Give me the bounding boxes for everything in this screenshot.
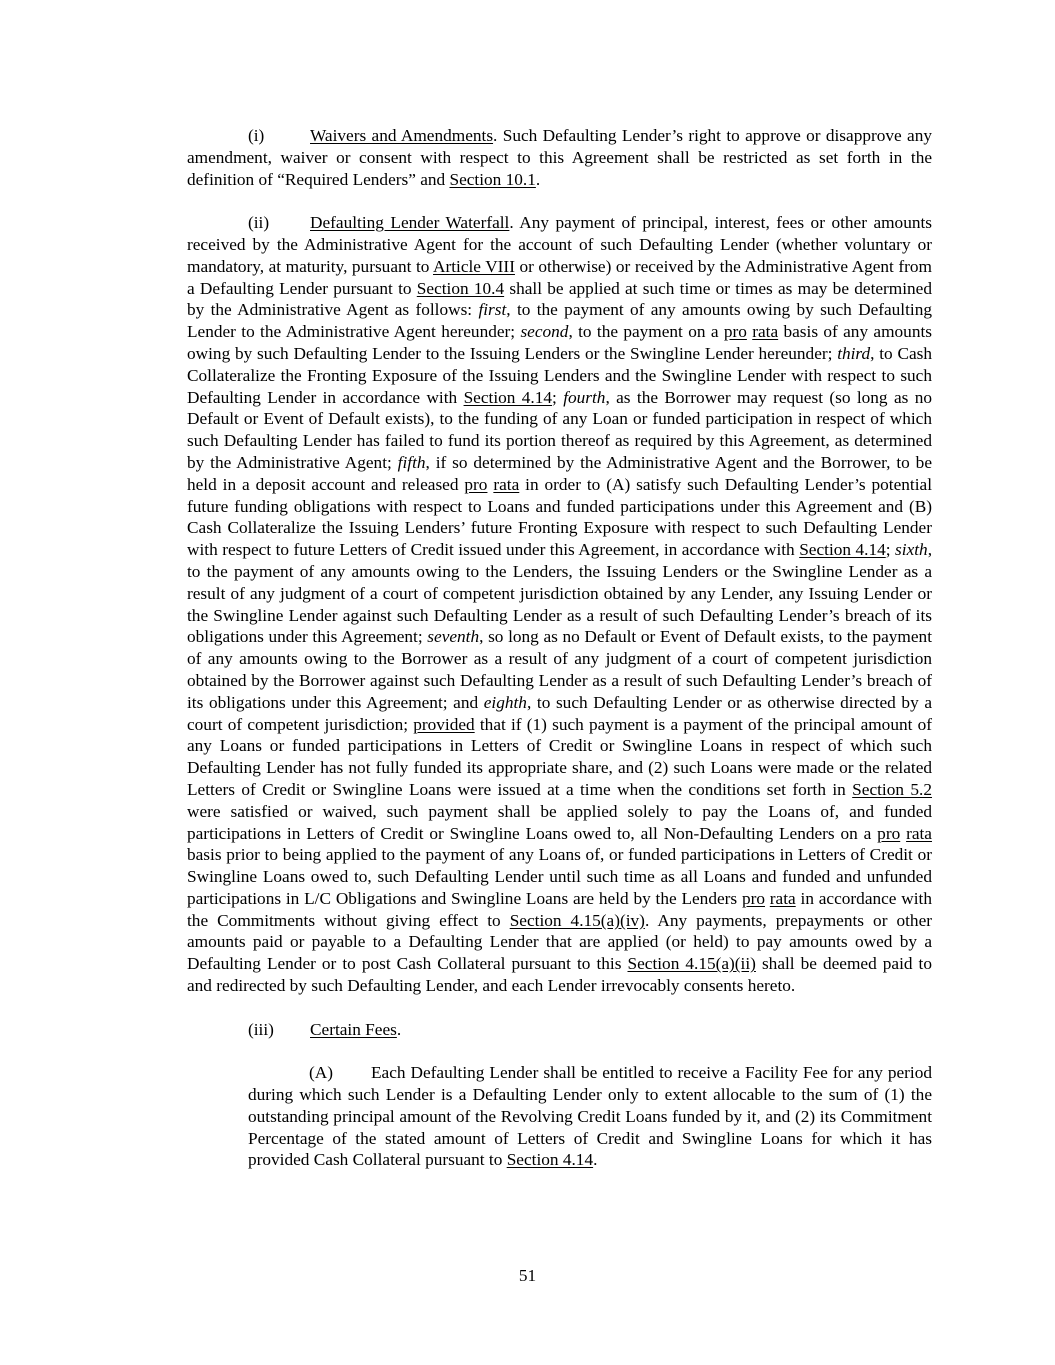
latin-term: pro (877, 823, 901, 843)
latin-term: rata (493, 474, 520, 494)
ordinal-term: fifth (397, 452, 426, 472)
section-reference: Section 5.2 (852, 779, 932, 799)
item-label-ii: (ii) (248, 213, 270, 233)
section-reference: Section 4.15(a)(iv) (509, 910, 645, 930)
section-reference: Section 10.4 (416, 278, 505, 298)
paragraph-waivers-amendments: (i) Waivers and Amendments. Such Defaulting Lender’s right to approve or disapprove any amendment, waiver or consent with respect to this Agreement shall be restricted as set forth in the definition of “Required Lenders” and Section 10.1. (187, 126, 932, 189)
paragraph-certain-fees: (iii) Certain Fees. (248, 1019, 402, 1039)
latin-term: rata (906, 823, 932, 843)
document-body (187, 125, 932, 1171)
ordinal-term: fourth (563, 387, 606, 407)
heading-defaulting-lender-waterfall: Defaulting Lender Waterfall (310, 213, 510, 233)
page-number: 51 (518, 1266, 537, 1285)
ordinal-term: seventh (427, 627, 480, 647)
item-label-i: (i) (248, 126, 265, 145)
ordinal-term: third (837, 343, 871, 363)
section-reference: Section 10.1 (449, 169, 536, 189)
ordinal-term: second (520, 322, 569, 342)
item-label-iii: (iii) (248, 1019, 274, 1039)
section-reference: Section 4.14 (799, 540, 886, 560)
paragraph-defaulting-lender-waterfall: (ii) Defaulting Lender Waterfall. Any payment of principal, interest, fees or other amounts received by the Administrative Agent for the account of such Defaulting Lender (whether voluntary or mandatory, at maturity, pursuant to Article VIII or otherwise) or received by the Administrative Agent from a Defaulting Lender pursuant to Section 10.4 shall be applied at such time or times as may be determined by the Administrative Agent as follows: first, to the payment of any amounts owing by such Defaulting Lender to the Administrative Agent hereunder; second, to the payment on a pro rata basis of any amounts owing by such Defaulting Lender to the Issuing Lenders or the Swingline Lender hereunder; third, to Cash Collateralize the Fronting Exposure of the Issuing Lenders and the Swingline Lender with respect to such Defaulting Lender in accordance with Section 4.14; fourth, as the Borrower may request (so long as no Default or Event of Default exists), to the funding of any Loan or funded participation in respect of which such Defaulting Lender has failed to fund its portion thereof as required by this Agreement, as determined by the Administrative Agent; fifth, if so determined by the Administrative Agent and the Borrower, to be held in a deposit account and released pro rata in order to (A) satisfy such Defaulting Lender’s potential future funding obligations with respect to Loans and funded participations under this Agreement and (B) Cash Collateralize the Issuing Lenders’ future Fronting Exposure with respect to such Defaulting Lender with respect to future Letters of Credit issued under this Agreement, in accordance with Section 4.14; sixth, to the payment of any amounts owing to the Lenders, the Issuing Lenders or the Swingline Lender as a result of any judgment of a court of competent jurisdiction obtained by any Lender, any Issuing Lender or the Swingline Lender against such Defaulting Lender as a result of such Defaulting Lender’s breach of its obligations under this Agreement; seventh, so long as no Default or Event of Default exists, to the payment of any amounts owing to the Borrower as a result of any judgment of a court of competent jurisdiction obtained by the Borrower against such Defaulting Lender as a result of such Defaulting Lender’s breach of its obligations under this Agreement; and eighth, to such Defaulting Lender or as otherwise directed by a court of competent jurisdiction; provided that if (1) such payment is a payment of the principal amount of any Loans or funded participations in Letters of Credit or Swingline Loans in respect of which such Defaulting Lender has not fully funded its appropriate share, and (2) such Loans were made or the related Letters of Credit or Swingline Loans were issued at a time when the conditions set forth in Section 5.2 were satisfied or waived, such payment shall be applied solely to pay the Loans of, and funded participations in Letters of Credit or Swingline Loans owed to, all Non-Defaulting Lenders on a pro rata basis prior to being applied to the payment of any Loans of, or funded participations in Letters of Credit or Swingline Loans owed to, such Defaulting Lender until such time as all Loans and funded and unfunded participations in L/C Obligations and Swingline Loans are held by the Lenders pro rata in accordance with the Commitments without giving effect to Section 4.15(a)(iv). Any payments, prepayments or other amounts paid or payable to a Defaulting Lender that are applied (or held) to pay amounts owed by a Defaulting Lender or to post Cash Collateral pursuant to this Section 4.15(a)(ii) shall be deemed paid to and redirected by such Defaulting Lender, and each Lender irrevocably consents hereto. (187, 213, 933, 996)
section-reference: Section 4.14 (463, 387, 553, 407)
ordinal-term: eighth (483, 692, 527, 712)
heading-waivers-amendments: Waivers and Amendments (310, 126, 494, 145)
item-label-A: (A) (309, 1063, 333, 1083)
section-reference: Section 4.14 (506, 1150, 594, 1170)
latin-term: pro (464, 474, 488, 494)
latin-term: rata (769, 888, 796, 908)
ordinal-term: first (478, 300, 507, 320)
paragraph-facility-fee: (A) Each Defaulting Lender shall be entitled to receive a Facility Fee for any period during which such Lender is a Defaulting Lender only to extent allocable to the sum of (1) the outstanding principal amount of the Revolving Credit Loans funded by it, and (2) its Commitment Percentage of the stated amount of Letters of Credit and Swingline Loans for which it has provided Cash Collateral pursuant to Section 4.14. (248, 1063, 932, 1170)
section-reference: Section 4.15(a)(ii) (627, 954, 756, 974)
latin-term: pro (741, 888, 765, 908)
ordinal-term: sixth (895, 540, 928, 560)
provided-term: provided (413, 714, 475, 734)
latin-term: rata (752, 322, 779, 342)
latin-term: pro (723, 322, 747, 342)
article-reference: Article VIII (433, 256, 515, 276)
heading-certain-fees: Certain Fees (310, 1019, 397, 1039)
